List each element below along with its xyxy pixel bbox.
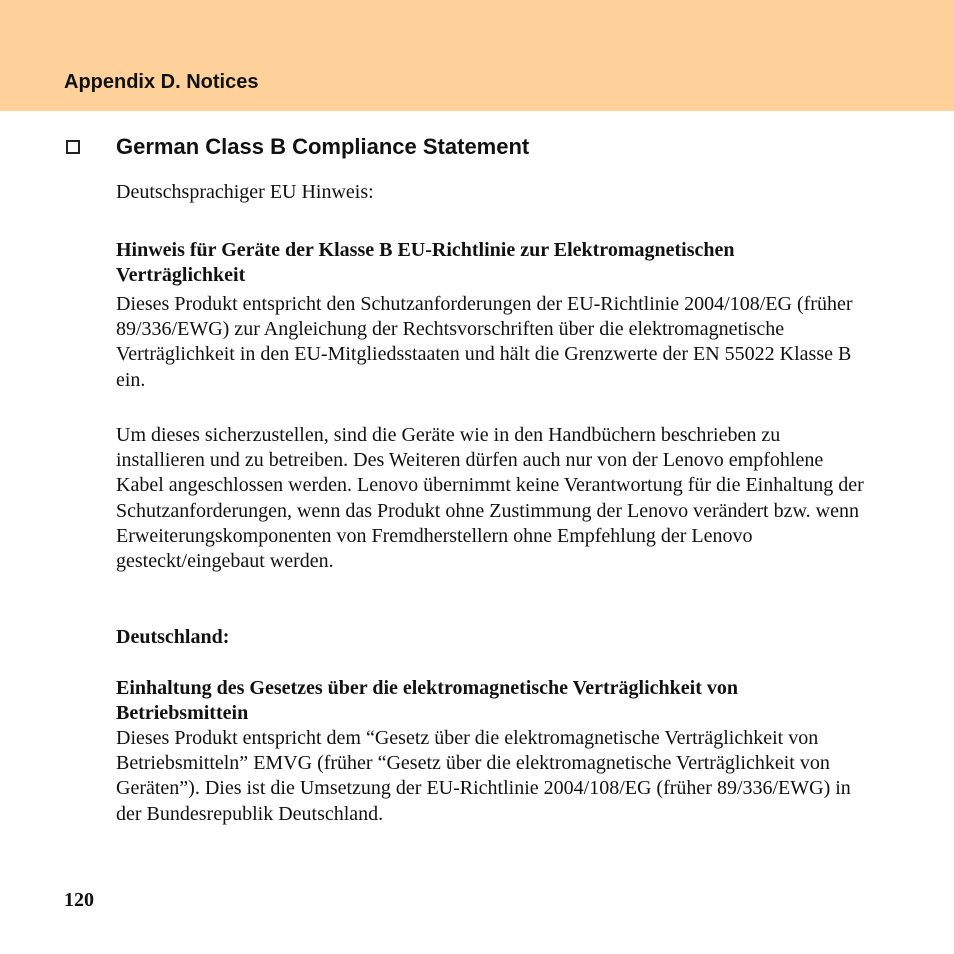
page-header-title: Appendix D. Notices bbox=[64, 71, 259, 93]
heading-emvg: Einhaltung des Gesetzes über die elektromagnetische Verträglichkeit von Betriebsmittein bbox=[116, 677, 739, 725]
header-band bbox=[0, 0, 954, 111]
heading-eu-directive: Hinweis für Geräte der Klasse B EU-Richtlinie zur Elektromagnetischen Verträglichkeit bbox=[116, 239, 735, 287]
paragraph-emvg: Dieses Produkt entspricht dem “Gesetz über die elektromagnetische Verträglichkeit von Betriebsmitteln” EMVG (früher “Gesetz über die elektromagnetische Verträglichkeit von Geräten”). Dies ist die Umsetzung der EU-Richtlinie 2004/108/EG (früher 89/336/EWG) in der Bundesrepublik Deutschland. bbox=[116, 727, 851, 825]
paragraph-eu-directive: Dieses Produkt entspricht den Schutzanforderungen der EU-Richtlinie 2004/108/EG (früher 89/336/EWG) zur Angleichung der Rechtsvorschriften über die elektromagnetische Verträglichkeit in den EU-Mitgliedsstaaten und hält die Grenzwerte der EN 55022 Klasse B ein. bbox=[116, 293, 853, 391]
heading-germany: Deutschland: bbox=[116, 626, 230, 648]
section-title: German Class B Compliance Statement bbox=[116, 134, 530, 159]
intro-text: Deutschsprachiger EU Hinweis: bbox=[116, 181, 374, 203]
paragraph-installation: Um dieses sicherzustellen, sind die Geräte wie in den Handbüchern beschrieben zu installieren und zu betreiben. Des Weiteren dürfen auch nur von der Lenovo empfohlene Kabel angeschlossen werden. Lenovo übernimmt keine Verantwortung für die Einhaltung der Schutzanforderungen, wenn das Produkt ohne Zustimmung der Lenovo verändert bzw. wenn Erweiterungskomponenten von Fremdherstellern ohne Empfehlung der Lenovo gesteckt/eingebaut werden. bbox=[116, 424, 864, 573]
square-bullet-icon bbox=[66, 140, 80, 154]
page-number: 120 bbox=[64, 889, 94, 911]
